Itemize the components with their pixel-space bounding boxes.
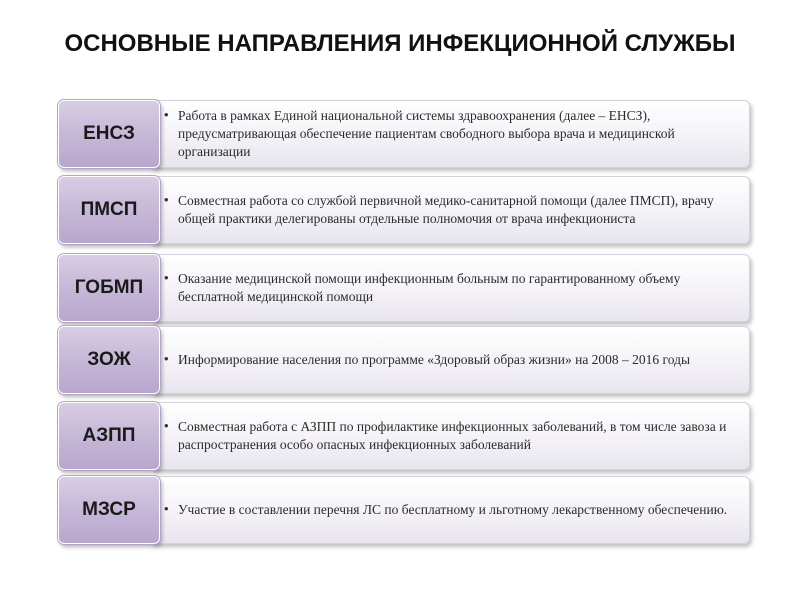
bullet-icon: • — [164, 270, 169, 285]
list-item-gobmp — [58, 254, 750, 322]
label-text: ЕНСЗ — [83, 123, 135, 144]
list-item-ensz — [58, 100, 750, 168]
label-text: МЗСР — [82, 499, 136, 520]
label-text: ЗОЖ — [87, 349, 131, 370]
description-text: Работа в рамках Единой национальной системы здравоохранения (далее – ЕНСЗ), предусматривающая обеспечение пациентам свободного выбора врача и медицинской организации — [178, 108, 675, 159]
bullet-icon: • — [164, 192, 169, 207]
description-text: Оказание медицинской помощи инфекционным больным по гарантированному объему бесплатной медицинской помощи — [178, 271, 681, 304]
page-title: ОСНОВНЫЕ НАПРАВЛЕНИЯ ИНФЕКЦИОННОЙ СЛУЖБЫ — [64, 30, 736, 57]
label-text: ГОБМП — [74, 277, 144, 298]
label-box — [58, 100, 160, 168]
description-text: Участие в составлении перечня ЛС по бесплатному и льготному лекарственному обеспечению. — [178, 502, 728, 517]
description-text: Совместная работа со службой первичной медико-санитарной помощи (далее ПМСП), врачу общей практики делегированы отдельные полномочия от врача инфекциониста — [178, 193, 714, 226]
label-box — [58, 254, 160, 322]
description-text: Совместная работа с АЗПП по профилактике инфекционных заболеваний, в том числе завоза и распространения особо опасных инфекционных заболеваний — [178, 419, 727, 452]
list-item-pmsp — [58, 176, 750, 244]
list-item-mzsr — [58, 476, 750, 544]
list-item-azpp — [58, 402, 750, 470]
label-box — [58, 326, 160, 394]
label-box — [58, 476, 160, 544]
bullet-icon: • — [164, 351, 169, 366]
bullet-icon: • — [164, 107, 169, 122]
label-text: АЗПП — [82, 425, 136, 446]
label-text: ПМСП — [80, 199, 138, 220]
label-box — [58, 402, 160, 470]
bullet-icon: • — [164, 418, 169, 433]
list-item-zozh — [58, 326, 750, 394]
bullet-icon: • — [164, 501, 169, 516]
label-box — [58, 176, 160, 244]
description-text: Информирование населения по программе «Здоровый образ жизни» на 2008 – 2016 годы — [178, 352, 691, 367]
